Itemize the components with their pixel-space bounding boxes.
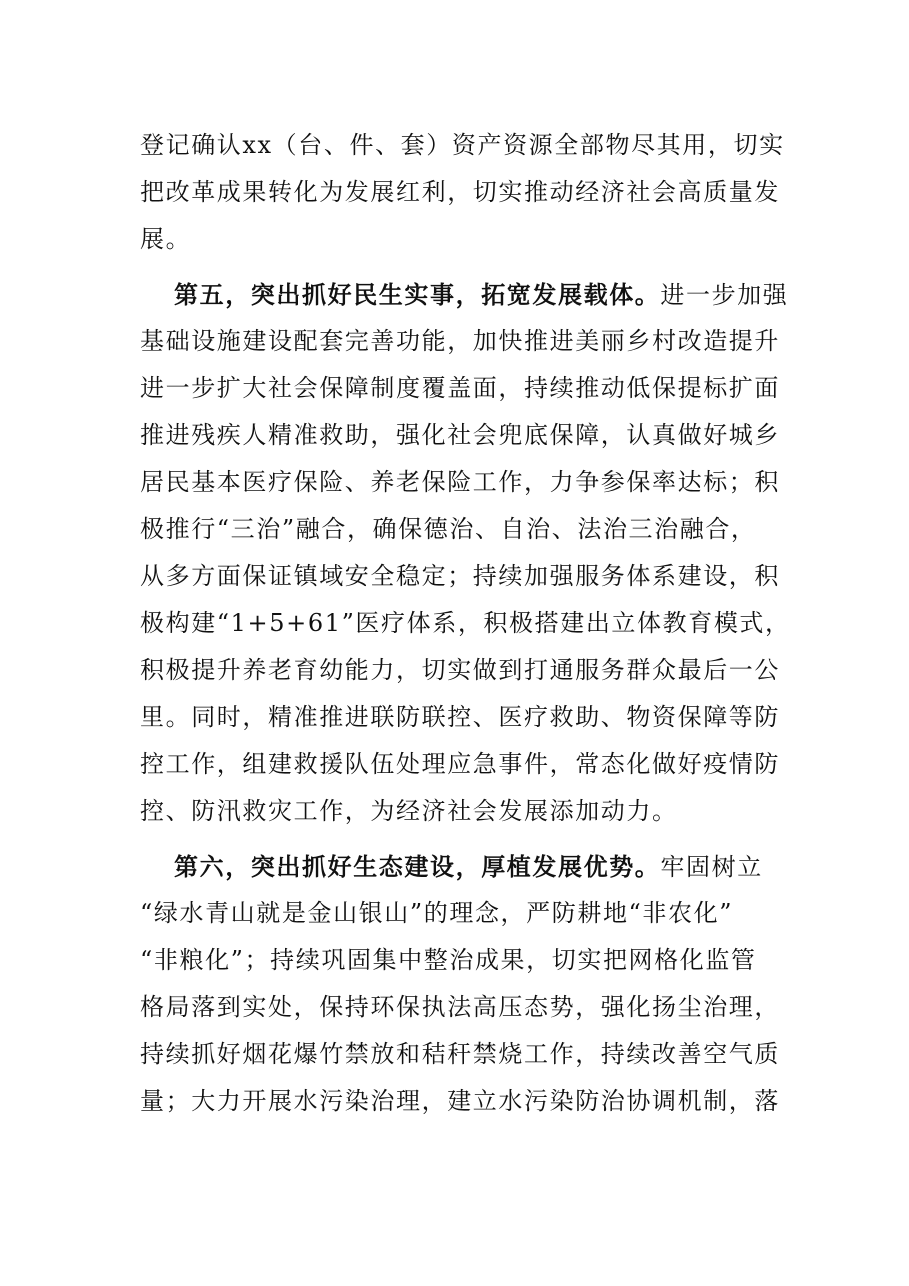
- text-line: 格局落到实处，保持环保执法高压态势，强化扬尘治理，: [140, 993, 780, 1021]
- section-heading: 第五，突出抓好民生实事，拓宽发展载体。: [174, 280, 661, 309]
- text-line: 里。同时，精准推进联防联控、医疗救助、物资保障等防: [140, 703, 780, 731]
- text-line: 持续抓好烟花爆竹禁放和秸秆禁烧工作，持续改善空气质: [140, 1040, 780, 1068]
- text-span: 牢固树立: [660, 853, 763, 881]
- text-line: 量；大力开展水污染治理，建立水污染防治协调机制，落: [140, 1087, 780, 1115]
- text-line: 居民基本医疗保险、养老保险工作，力争参保率达标；积: [140, 468, 780, 496]
- paragraph-first-line: [140, 843, 780, 890]
- paragraph-sixth: [140, 843, 780, 1125]
- text-line: 进一步扩大社会保障制度覆盖面，持续推动低保提标扩面: [140, 374, 780, 402]
- text-line: 推进残疾人精准救助，强化社会兜底保障，认真做好城乡: [140, 421, 780, 449]
- document-body: [140, 122, 791, 1125]
- paragraph-first-line: [140, 271, 789, 318]
- text-line: 控工作，组建救援队伍处理应急事件，常态化做好疫情防: [140, 750, 780, 778]
- text-line: 积极提升养老育幼能力，切实做到打通服务群众最后一公: [140, 656, 780, 684]
- text-span: 进一步加强: [660, 281, 789, 309]
- text-line: 展。: [140, 225, 192, 253]
- text-line: 极推行“三治”融合，确保德治、自治、法治三治融合，: [140, 515, 757, 543]
- paragraph-fifth: [140, 271, 791, 835]
- text-line: 从多方面保证镇域安全稳定；持续加强服务体系建设，积: [140, 562, 780, 590]
- text-line: “非粮化”；持续巩固集中整治成果，切实把网格化监管: [140, 946, 757, 974]
- text-line: 极构建“1+5+61”医疗体系，积极搭建出立体教育模式，: [140, 609, 791, 637]
- text-line: 控、防汛救灾工作，为经济社会发展添加动力。: [140, 797, 678, 825]
- text-line: 把改革成果转化为发展红利，切实推动经济社会高质量发: [140, 178, 780, 206]
- text-line: “绿水青山就是金山银山”的理念，严防耕地“非农化”: [140, 899, 734, 927]
- text-line: 登记确认xx（台、件、套）资产资源全部物尽其用，切实: [140, 131, 785, 159]
- paragraph-continued: [140, 122, 785, 263]
- section-heading: 第六，突出抓好生态建设，厚植发展优势。: [174, 852, 661, 881]
- text-line: 基础设施建设配套完善功能，加快推进美丽乡村改造提升: [140, 327, 780, 355]
